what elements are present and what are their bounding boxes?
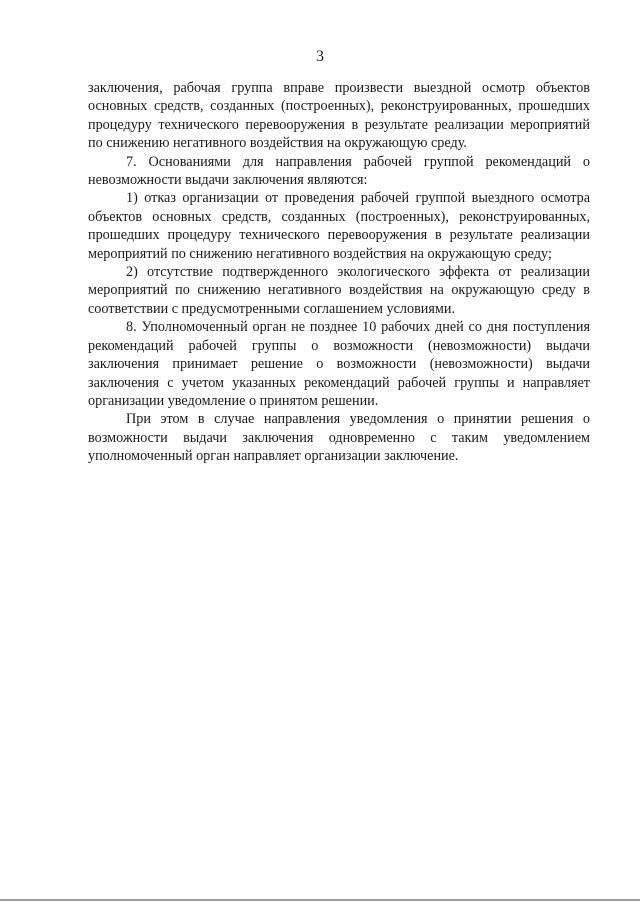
paragraph-item-8: 8. Уполномоченный орган не позднее 10 рабочих дней со дня поступления рекомендаций рабочей группы о возможности (невозможности) выдачи заключения принимает решение о возможности (невозможности) выдачи заключения с учетом указанных рекомендаций рабочей группы и направляет организации уведомление о принятом решении. [88,319,590,409]
document-body [88,79,590,466]
paragraph-item-7-1: 1) отказ организации от проведения рабочей группой выездного осмотра объектов основных средств, созданных (построенных), реконструированных, прошедших процедуру технического перевооружения в результате реализации мероприятий по снижению негативного воздействия на окружающую среду; [88,190,590,262]
paragraph-item-7: 7. Основаниями для направления рабочей группой рекомендаций о невозможности выдачи заключения являются: [88,153,590,189]
paragraph-item-8-note: При этом в случае направления уведомления о принятии решения о возможности выдачи заключения одновременно с таким уведомлением уполномоченный орган направляет организации заключение. [88,411,590,465]
page-bottom-edge [0,899,640,901]
paragraph-continuation: заключения, рабочая группа вправе произвести выездной осмотр объектов основных средств, созданных (построенных), реконструированных, прошедших процедуру технического перевооружения в результате реализации мероприятий по снижению негативного воздействия на окружающую среду. [88,80,590,152]
page-number: 3 [316,48,324,65]
paragraph-item-7-2: 2) отсутствие подтвержденного экологического эффекта от реализации мероприятий по снижению негативного воздействия на окружающую среду в соответствии с предусмотренными соглашением условиями. [88,264,590,317]
